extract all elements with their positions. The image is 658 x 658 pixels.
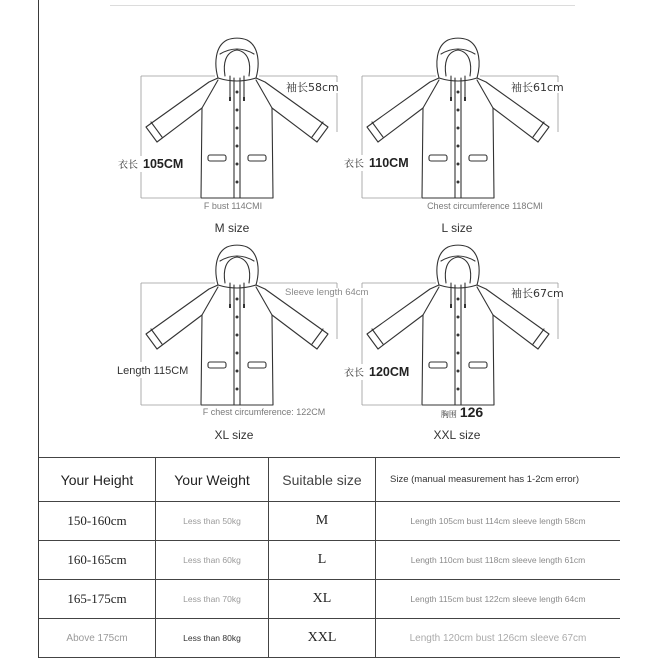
l-chest-label: Chest circumference 118CMI (427, 201, 543, 211)
header-suitable-size: Suitable size (268, 458, 375, 502)
xxl-sleeve-length-label: 袖长67cm (511, 287, 564, 300)
m-length-prefix: 衣长 (118, 160, 138, 171)
table-cell-size: L (268, 541, 375, 580)
xxl-coat-length-label (343, 364, 410, 380)
dimension-lines-m (141, 76, 337, 198)
m-size-caption: M size (214, 221, 250, 235)
m-sleeve-length-label: 袖长58cm (286, 81, 339, 94)
xxl-chest-value: 126 (459, 404, 484, 420)
xxl-chest-label (441, 405, 483, 421)
m-chest-label: F bust 114CMI (203, 201, 263, 211)
l-coat-length-label (343, 155, 410, 171)
table-cell-measurements: Length 105cm bust 114cm sleeve length 58cm (375, 502, 620, 541)
l-sleeve-length-label: 袖长61cm (511, 81, 564, 94)
dimension-lines-xxl (362, 283, 558, 405)
table-cell-measurements: Length 120cm bust 126cm sleeve 67cm (375, 619, 620, 658)
table-cell-weight: Less than 80kg (155, 619, 268, 658)
table-cell-height: Above 175cm (39, 619, 155, 658)
table-cell-weight: Less than 70kg (155, 580, 268, 619)
xl-coat-length-label (116, 362, 189, 378)
header-your-height: Your Height (39, 458, 155, 502)
xl-size-caption: XL size (214, 428, 254, 442)
xl-chest-label: F chest circumference: 122CM (202, 407, 326, 417)
table-cell-size: XL (268, 580, 375, 619)
table-cell-height: 165-175cm (39, 580, 155, 619)
raincoat-xl-drawing (146, 245, 328, 405)
xxl-chest-prefix: 胸围 (440, 410, 457, 419)
xxl-length-prefix: 衣长 (344, 368, 364, 379)
xl-length-value: 115CM (153, 365, 189, 377)
table-cell-height: 150-160cm (39, 502, 155, 541)
table-cell-size: XXL (268, 619, 375, 658)
m-length-value: 105CM (143, 157, 184, 171)
header-size-measurements: Size (manual measurement has 1-2cm error) (375, 458, 620, 502)
xxl-size-caption: XXL size (433, 428, 481, 442)
size-table (39, 457, 620, 658)
m-coat-length-label (117, 156, 184, 172)
table-cell-measurements: Length 115cm bust 122cm sleeve length 64cm (375, 580, 620, 619)
l-size-caption: L size (441, 221, 473, 235)
xl-length-prefix: Length (117, 365, 151, 377)
dimension-lines-l (362, 76, 558, 198)
l-length-prefix: 衣长 (344, 159, 364, 170)
table-cell-size: M (268, 502, 375, 541)
raincoat-l-drawing (367, 38, 549, 198)
table-cell-weight: Less than 60kg (155, 541, 268, 580)
raincoat-xxl-drawing (367, 245, 549, 405)
table-cell-height: 160-165cm (39, 541, 155, 580)
table-cell-weight: Less than 50kg (155, 502, 268, 541)
header-your-weight: Your Weight (155, 458, 268, 502)
xxl-length-value: 120CM (369, 365, 410, 379)
table-cell-measurements: Length 110cm bust 118cm sleeve length 61cm (375, 541, 620, 580)
xl-sleeve-length-label: Sleeve length 64cm (285, 287, 369, 298)
dimension-lines-xl (141, 283, 337, 405)
raincoat-m-drawing (146, 38, 328, 198)
l-length-value: 110CM (369, 156, 409, 170)
